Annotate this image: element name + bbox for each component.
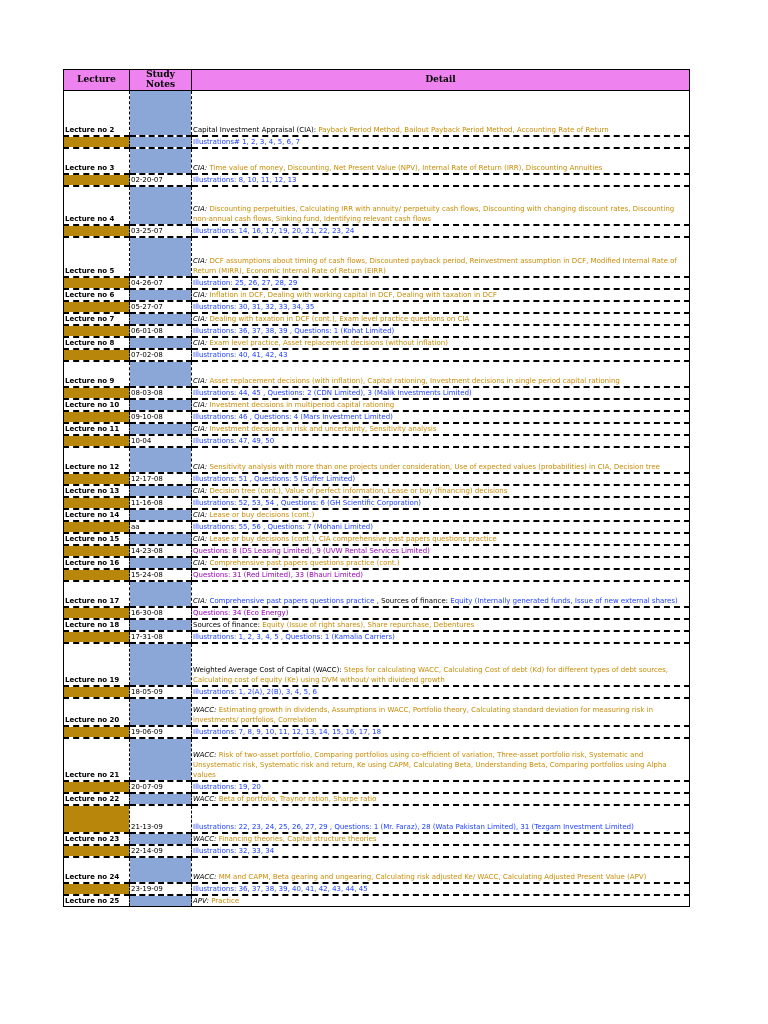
detail-text: Illustrations: 55, 56 , Questions: 7 (Mohani Limited)	[193, 522, 373, 531]
detail-cell[interactable]	[192, 174, 690, 186]
lecture-schedule-sheet	[63, 69, 689, 907]
study-notes-cell[interactable]: 04-26-07	[130, 277, 192, 289]
lecture-cell[interactable]: Lecture no 24	[64, 857, 130, 883]
lecture-cell[interactable]: Lecture no 17	[64, 581, 130, 607]
detail-text: WACC:	[193, 705, 219, 714]
detail-text: Illustrations: 51 , Questions: 5 (Suffer Limited)	[193, 474, 356, 483]
lecture-cell[interactable]: Lecture no 7	[64, 313, 130, 325]
lecture-cell[interactable]: Lecture no 18	[64, 619, 130, 631]
detail-cell[interactable]	[192, 237, 690, 277]
detail-text: Sources of finance:	[381, 596, 451, 605]
lecture-cell[interactable]	[64, 349, 130, 361]
study-notes-cell[interactable]: 05-27-07	[130, 301, 192, 313]
lecture-cell[interactable]	[64, 686, 130, 698]
study-notes-cell[interactable]	[130, 186, 192, 225]
study-notes-cell[interactable]	[130, 313, 192, 325]
detail-cell[interactable]	[192, 521, 690, 533]
lecture-cell[interactable]: Lecture no 3	[64, 148, 130, 174]
detail-cell[interactable]	[192, 387, 690, 399]
table-row	[64, 509, 690, 521]
detail-text: CIA:	[193, 290, 210, 299]
lecture-cell[interactable]: Lecture no 22	[64, 793, 130, 805]
study-notes-cell[interactable]	[130, 148, 192, 174]
table-row	[64, 793, 690, 805]
detail-text: Illustrations: 14, 16, 17, 19, 20, 21, 22, 23, 24	[193, 226, 355, 235]
table-row	[64, 497, 690, 509]
table-row	[64, 521, 690, 533]
detail-cell[interactable]	[192, 845, 690, 857]
table-row	[64, 337, 690, 349]
detail-text: CIA:	[193, 424, 210, 433]
lecture-cell[interactable]: Lecture no 9	[64, 361, 130, 387]
table-row	[64, 277, 690, 289]
detail-text: Beta of portfolio, Traynor ration, Sharpe ratio	[218, 794, 377, 803]
detail-text: DCF assumptions about timing of cash flows, Discounted payback period, Reinvestment assumption in DCF, Modified Internal Rate of Return (MIRR), Economic Internal Rate of Return (EIRR)	[193, 256, 677, 275]
study-notes-cell[interactable]: aa	[130, 521, 192, 533]
table-row	[64, 91, 690, 136]
study-notes-cell[interactable]: 03-25-07	[130, 225, 192, 237]
study-notes-cell[interactable]: 02-20-07	[130, 174, 192, 186]
study-notes-cell[interactable]	[130, 91, 192, 136]
header-study-notes[interactable]: Study Notes	[130, 70, 192, 91]
lecture-cell[interactable]	[64, 569, 130, 581]
lecture-cell[interactable]: Lecture no 4	[64, 186, 130, 225]
table-row	[64, 349, 690, 361]
detail-cell[interactable]	[192, 411, 690, 423]
detail-cell[interactable]	[192, 509, 690, 521]
study-notes-cell[interactable]: 16-30-08	[130, 607, 192, 619]
detail-cell[interactable]	[192, 349, 690, 361]
study-notes-cell[interactable]	[130, 485, 192, 497]
detail-cell[interactable]	[192, 337, 690, 349]
study-notes-cell[interactable]: 12-17-08	[130, 473, 192, 485]
detail-text: CIA:	[193, 314, 210, 323]
detail-text: Time value of money, Discounting, Net Present Value (NPV), Internal Rate of Return (IRR), Discounting Annuities	[209, 163, 603, 172]
lecture-cell[interactable]	[64, 325, 130, 337]
detail-cell[interactable]	[192, 148, 690, 174]
detail-text: Equity (Issue of right shares), Share repurchase, Debentures	[262, 620, 475, 629]
detail-text: CIA:	[193, 510, 210, 519]
lecture-cell[interactable]	[64, 781, 130, 793]
detail-cell[interactable]	[192, 399, 690, 411]
table-row	[64, 686, 690, 698]
table-row	[64, 607, 690, 619]
lecture-cell[interactable]	[64, 473, 130, 485]
detail-text: Comprehensive past papers questions practice ,	[209, 596, 382, 605]
study-notes-cell[interactable]	[130, 557, 192, 569]
detail-text: CIA:	[193, 256, 210, 265]
lecture-cell[interactable]	[64, 411, 130, 423]
lecture-cell[interactable]: Lecture no 8	[64, 337, 130, 349]
study-notes-cell[interactable]	[130, 337, 192, 349]
detail-cell[interactable]	[192, 289, 690, 301]
detail-text: Capital Investment Appraisal (CIA):	[193, 125, 319, 134]
study-notes-cell[interactable]	[130, 793, 192, 805]
detail-text: WACC:	[193, 834, 219, 843]
study-notes-cell[interactable]	[130, 895, 192, 907]
detail-text: Illustrations: 47, 49, 50	[193, 436, 275, 445]
table-row	[64, 883, 690, 895]
table-row	[64, 833, 690, 845]
detail-cell[interactable]	[192, 136, 690, 148]
detail-text: Questions: 34 (Eco Energy)	[193, 608, 289, 617]
detail-text: Practice	[211, 897, 240, 905]
study-notes-cell[interactable]: 17-31-08	[130, 631, 192, 643]
study-notes-cell[interactable]	[130, 399, 192, 411]
detail-text: CIA:	[193, 486, 210, 495]
table-row	[64, 857, 690, 883]
detail-text: Equity (Internally generated funds, Issue of new external shares)	[450, 596, 678, 605]
detail-cell[interactable]	[192, 805, 690, 833]
table-row	[64, 726, 690, 738]
detail-cell[interactable]	[192, 186, 690, 225]
detail-cell[interactable]	[192, 301, 690, 313]
detail-cell[interactable]	[192, 607, 690, 619]
schedule-body	[64, 91, 690, 907]
lecture-cell[interactable]	[64, 435, 130, 447]
study-notes-cell[interactable]: 22-14-09	[130, 845, 192, 857]
detail-cell[interactable]	[192, 726, 690, 738]
study-notes-cell[interactable]	[130, 698, 192, 726]
lecture-cell[interactable]	[64, 301, 130, 313]
table-row	[64, 148, 690, 174]
lecture-cell[interactable]: Lecture no 5	[64, 237, 130, 277]
table-row	[64, 411, 690, 423]
detail-cell[interactable]	[192, 857, 690, 883]
detail-cell[interactable]	[192, 533, 690, 545]
lecture-cell[interactable]	[64, 277, 130, 289]
detail-text: Investment decisions in risk and uncertainty, Sensitivity analysis	[209, 424, 437, 433]
detail-cell[interactable]	[192, 225, 690, 237]
detail-text: CIA:	[193, 596, 210, 605]
detail-cell[interactable]	[192, 497, 690, 509]
detail-text: Illustrations: 40, 41, 42, 43	[193, 350, 288, 359]
lecture-cell[interactable]	[64, 174, 130, 186]
detail-cell[interactable]	[192, 581, 690, 607]
table-row	[64, 435, 690, 447]
detail-cell[interactable]	[192, 485, 690, 497]
detail-text: Illustrations: 44, 45 , Questions: 2 (CDN Limited), 3 (Malik Investments Limited)	[193, 388, 472, 397]
detail-text: Asset replacement decisions (with inflation), Capital rationing, Investment decisions in single period capital rationing	[209, 376, 620, 385]
lecture-cell[interactable]: Lecture no 13	[64, 485, 130, 497]
schedule-table	[63, 69, 690, 907]
detail-text: Payback Period Method, Bailout Payback Period Method, Accounting Rate of Return	[318, 125, 609, 134]
detail-text: Comprehensive past papers questions practice (cont.)	[209, 558, 400, 567]
detail-text: Illustrations: 36, 37, 38, 39 , Questions: 1 (Kohat Limited)	[193, 326, 395, 335]
lecture-cell[interactable]	[64, 631, 130, 643]
study-notes-cell[interactable]	[130, 289, 192, 301]
detail-text: CIA:	[193, 376, 210, 385]
detail-text: Inflation in DCF, Dealing with working capital in DCF, Dealing with taxation in DCF	[209, 290, 497, 299]
detail-text: APV:	[193, 897, 212, 905]
lecture-cell[interactable]	[64, 607, 130, 619]
table-row	[64, 581, 690, 607]
lecture-cell[interactable]: Lecture no 14	[64, 509, 130, 521]
detail-text: Steps for calculating WACC, Calculating Cost of debt (Kd) for different types of debt sources, Calculating cost of equity (Ke) using DVM without/ with dividend growth	[193, 665, 669, 684]
table-row	[64, 895, 690, 907]
lecture-cell[interactable]	[64, 883, 130, 895]
lecture-cell[interactable]	[64, 726, 130, 738]
lecture-cell[interactable]: Lecture no 19	[64, 643, 130, 686]
lecture-cell[interactable]	[64, 225, 130, 237]
detail-text: Estimating growth in dividends, Assumptions in WACC, Portfolio theory, Calculating standard deviation for measuring risk in investments/ portfolios, Correlation	[193, 705, 654, 724]
study-notes-cell[interactable]: 06-01-08	[130, 325, 192, 337]
detail-cell[interactable]	[192, 435, 690, 447]
study-notes-cell[interactable]	[130, 643, 192, 686]
detail-text: CIA:	[193, 534, 210, 543]
study-notes-cell[interactable]: 23-19-09	[130, 883, 192, 895]
detail-text: Illustrations: 1, 2, 3, 4, 5 , Questions: 1 (Kamalia Carriers)	[193, 632, 395, 641]
study-notes-cell[interactable]: 14-23-08	[130, 545, 192, 557]
lecture-cell[interactable]: Lecture no 20	[64, 698, 130, 726]
study-notes-cell[interactable]: 07-02-08	[130, 349, 192, 361]
detail-text: CIA:	[193, 163, 210, 172]
detail-text: Dealing with taxation in DCF (cont.), Exam level practice questions on CIA	[209, 314, 470, 323]
lecture-cell[interactable]: Lecture no 23	[64, 833, 130, 845]
detail-cell[interactable]	[192, 643, 690, 686]
detail-text: Sensitivity analysis with more than one projects under consideration, Use of expected values (probabilities) in CIA, Decision tree	[209, 462, 660, 471]
study-notes-cell[interactable]	[130, 738, 192, 781]
detail-text: Illustrations: 52, 53, 54 , Questions: 6 (GH Scientific Corporation)	[193, 498, 421, 507]
study-notes-cell[interactable]	[130, 833, 192, 845]
table-row	[64, 619, 690, 631]
table-row	[64, 237, 690, 277]
table-row	[64, 399, 690, 411]
table-row	[64, 186, 690, 225]
detail-cell[interactable]	[192, 473, 690, 485]
detail-cell[interactable]	[192, 313, 690, 325]
study-notes-cell[interactable]: 10-04	[130, 435, 192, 447]
lecture-cell[interactable]	[64, 521, 130, 533]
study-notes-cell[interactable]	[130, 361, 192, 387]
study-notes-cell[interactable]	[130, 136, 192, 148]
detail-cell[interactable]	[192, 557, 690, 569]
detail-text: Illustrations: 1, 2(A), 2(B), 3, 4, 5, 6	[193, 687, 317, 696]
table-row	[64, 325, 690, 337]
detail-text: Illustrations: 32, 33, 34	[193, 846, 275, 855]
table-row	[64, 781, 690, 793]
detail-text: Decision tree (cont.), Value of perfect information, Lease or buy (financing) decisions	[209, 486, 508, 495]
detail-text: Risk of two-asset portfolio, Comparing portfolios using co-efficient of variation, Three-asset portfolio risk, Systematic and Unsystematic risk, Systematic risk and return, Ke using CAPM, Calculating Beta, Understanding Beta, Comparing portfolios using Alpha values	[193, 750, 667, 779]
detail-text: Illustrations: 22, 23, 24, 25, 26, 27, 29 , Questions: 1 (Mr. Faraz), 28 (Wata Pakistan Limited), 31 (Tezgam Investment Limited)	[193, 822, 634, 831]
detail-text: Sources of finance:	[193, 620, 263, 629]
lecture-cell[interactable]: Lecture no 11	[64, 423, 130, 435]
detail-text: CIA:	[193, 338, 210, 347]
lecture-cell[interactable]	[64, 805, 130, 833]
study-notes-cell[interactable]	[130, 509, 192, 521]
detail-cell[interactable]	[192, 833, 690, 845]
detail-cell[interactable]	[192, 361, 690, 387]
detail-text: Financing theories, Capital structure theories	[218, 834, 377, 843]
table-row	[64, 545, 690, 557]
detail-cell[interactable]	[192, 325, 690, 337]
lecture-cell[interactable]: Lecture no 2	[64, 91, 130, 136]
table-row	[64, 631, 690, 643]
table-row	[64, 738, 690, 781]
lecture-cell[interactable]	[64, 545, 130, 557]
detail-cell[interactable]	[192, 631, 690, 643]
detail-text: Illustrations: 8, 10, 11, 12, 13	[193, 175, 297, 184]
table-row	[64, 423, 690, 435]
lecture-cell[interactable]: Lecture no 6	[64, 289, 130, 301]
detail-cell[interactable]	[192, 883, 690, 895]
lecture-cell[interactable]	[64, 845, 130, 857]
detail-text: Questions: 8 (DS Leasing Limited), 9 (UVW Rental Services Limited)	[193, 546, 430, 555]
table-row	[64, 485, 690, 497]
detail-text: WACC:	[193, 750, 219, 759]
table-row	[64, 447, 690, 473]
table-row	[64, 569, 690, 581]
study-notes-cell[interactable]	[130, 237, 192, 277]
detail-text: Illustrations: 36, 37, 38, 39, 40, 41, 42, 43, 44, 45	[193, 884, 368, 893]
table-row	[64, 301, 690, 313]
detail-cell[interactable]	[192, 569, 690, 581]
table-row	[64, 387, 690, 399]
table-row	[64, 361, 690, 387]
header-lecture[interactable]: Lecture	[64, 70, 130, 91]
detail-text: WACC:	[193, 872, 219, 881]
header-detail[interactable]: Detail	[192, 70, 690, 91]
detail-text: Discounting perpetuities, Calculating IRR with annuity/ perpetuity cash flows, Discounting with changing discount rates, Discounting non-annual cash flows, Sinking fund, Identifying relevant cash flows	[193, 204, 675, 223]
table-row	[64, 174, 690, 186]
table-row	[64, 136, 690, 148]
study-notes-cell[interactable]	[130, 533, 192, 545]
table-row	[64, 533, 690, 545]
header-row	[64, 70, 690, 91]
table-row	[64, 698, 690, 726]
table-row	[64, 845, 690, 857]
detail-text: WACC:	[193, 794, 219, 803]
study-notes-cell[interactable]	[130, 447, 192, 473]
detail-text: Investment decisions in multiperiod capital rationing	[209, 400, 395, 409]
table-row	[64, 557, 690, 569]
study-notes-cell[interactable]	[130, 581, 192, 607]
detail-text: CIA:	[193, 204, 210, 213]
study-notes-cell[interactable]	[130, 619, 192, 631]
study-notes-cell[interactable]	[130, 857, 192, 883]
detail-cell[interactable]	[192, 793, 690, 805]
study-notes-cell[interactable]: 18-05-09	[130, 686, 192, 698]
detail-text: Illustrations# 1, 2, 3, 4, 5, 6, 7	[193, 137, 300, 146]
detail-text: Lease or buy decisions (cont.), CIA comprehensive past papers questions practice	[209, 534, 497, 543]
study-notes-cell[interactable]: 20-07-09	[130, 781, 192, 793]
lecture-cell[interactable]	[64, 136, 130, 148]
lecture-cell[interactable]: Lecture no 25	[64, 895, 130, 907]
detail-cell[interactable]	[192, 781, 690, 793]
lecture-cell[interactable]	[64, 497, 130, 509]
lecture-cell[interactable]: Lecture no 10	[64, 399, 130, 411]
lecture-cell[interactable]: Lecture no 16	[64, 557, 130, 569]
study-notes-cell[interactable]: 15-24-08	[130, 569, 192, 581]
table-row	[64, 225, 690, 237]
table-row	[64, 473, 690, 485]
study-notes-cell[interactable]: 21-13-09	[130, 805, 192, 833]
detail-text: Questions: 31 (Red Limited), 33 (Bhauri Limited)	[193, 570, 363, 579]
detail-text: Lease or buy decisions (cont.)	[209, 510, 315, 519]
lecture-cell[interactable]	[64, 387, 130, 399]
detail-cell[interactable]	[192, 686, 690, 698]
study-notes-cell[interactable]	[130, 423, 192, 435]
detail-text: Exam level practice, Asset replacement decisions (without inflation)	[209, 338, 448, 347]
detail-text: CIA:	[193, 400, 210, 409]
detail-cell[interactable]	[192, 447, 690, 473]
detail-text: Illustrations: 30, 31, 32, 33, 34, 35	[193, 302, 315, 311]
table-row	[64, 805, 690, 833]
detail-text: Illustrations: 19, 20	[193, 782, 261, 791]
detail-cell[interactable]	[192, 91, 690, 136]
detail-cell[interactable]	[192, 895, 690, 907]
detail-cell[interactable]	[192, 738, 690, 781]
detail-cell[interactable]	[192, 423, 690, 435]
detail-cell[interactable]	[192, 545, 690, 557]
table-row	[64, 289, 690, 301]
study-notes-cell[interactable]: 11-16-08	[130, 497, 192, 509]
lecture-cell[interactable]: Lecture no 12	[64, 447, 130, 473]
detail-text: CIA:	[193, 558, 210, 567]
detail-text: Illustrations: 46 , Questions: 4 (Mars Investment Limited)	[193, 412, 393, 421]
study-notes-cell[interactable]: 19-06-09	[130, 726, 192, 738]
detail-text: Illustrations: 7, 8, 9, 10, 11, 12, 13, 14, 15, 16, 17, 18	[193, 727, 382, 736]
detail-text: Illustration: 25, 26, 27, 28, 29	[193, 278, 298, 287]
lecture-cell[interactable]: Lecture no 21	[64, 738, 130, 781]
detail-cell[interactable]	[192, 619, 690, 631]
detail-text: MM and CAPM, Beta gearing and ungearing, Calculating risk adjusted Ke/ WACC, Calculating Adjusted Present Value (APV)	[218, 872, 647, 881]
lecture-cell[interactable]: Lecture no 15	[64, 533, 130, 545]
table-row	[64, 313, 690, 325]
detail-cell[interactable]	[192, 277, 690, 289]
detail-cell[interactable]	[192, 698, 690, 726]
study-notes-cell[interactable]: 09-10-08	[130, 411, 192, 423]
detail-text: Weighted Average Cost of Capital (WACC):	[193, 665, 344, 674]
table-row	[64, 643, 690, 686]
study-notes-cell[interactable]: 08-03-08	[130, 387, 192, 399]
detail-text: CIA:	[193, 462, 210, 471]
